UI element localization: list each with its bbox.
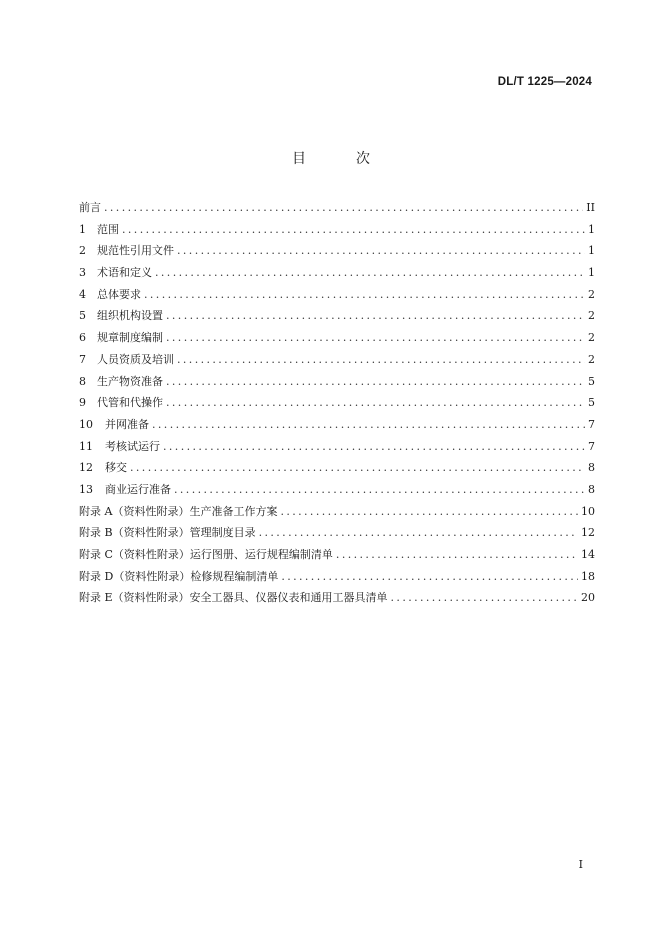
toc-entry-label: 考核试运行 [105,439,160,453]
toc-appendix-prefix: 附录 E（资料性附录） [79,591,190,605]
toc-entry-page: 8 [588,482,595,496]
toc-entry-number: 13 [79,482,93,496]
standard-code: DL/T 1225—2024 [497,76,592,88]
toc-appendix-prefix: 附录 C（资料性附录） [79,548,190,561]
toc-entry-number: 8 [79,374,86,388]
toc-entry-page: 5 [588,374,595,388]
toc-entry-number: 2 [79,244,86,258]
toc-leader-dots [166,309,585,322]
toc-entry-appendix-a[interactable] [79,503,595,525]
toc-entry-page: 1 [588,222,595,236]
toc-entry-label: 规章制度编制 [97,331,163,345]
toc-entry-page: 2 [588,352,595,366]
toc-entry-page: II [586,201,595,214]
toc-leader-dots [177,244,585,257]
toc-entry-4[interactable] [79,286,595,308]
toc-entry-label: 移交 [105,461,127,475]
toc-entry-label: 生产准备工作方案 [189,504,278,518]
toc-leader-dots [391,591,578,604]
toc-leader-dots [104,201,583,214]
toc-entry-label: 管理制度目录 [189,526,256,540]
toc-entry-number: 1 [79,222,86,236]
toc-entry-label: 运行图册、运行规程编制清单 [189,548,333,561]
toc-entry-page: 7 [588,417,595,431]
toc-appendix-prefix: 附录 D（资料性附录） [79,569,191,583]
toc-entry-number: 3 [79,266,86,280]
toc-entry-page: 10 [581,504,595,518]
toc-appendix-prefix: 附录 B（资料性附录） [79,526,190,540]
table-of-contents [79,199,595,611]
toc-leader-dots [177,353,585,366]
toc-entry-number: 11 [79,439,93,453]
toc-entry-label: 总体要求 [97,287,141,301]
toc-leader-dots [174,483,585,496]
toc-entry-page: 5 [588,396,595,410]
toc-entry-3[interactable] [79,264,595,286]
toc-leader-dots [280,505,578,518]
toc-entry-page: 20 [581,591,595,605]
toc-entry-label: 人员资质及培训 [97,352,174,366]
toc-entry-label: 商业运行准备 [105,482,171,496]
toc-entry-12[interactable] [79,459,595,481]
toc-entry-5[interactable] [79,307,595,329]
toc-entry-number: 5 [79,309,86,323]
toc-entry-6[interactable] [79,329,595,351]
toc-entry-appendix-b[interactable] [79,524,595,546]
toc-leader-dots [144,288,585,301]
toc-entry-8[interactable] [79,373,595,395]
toc-entry-number: 12 [79,461,93,475]
toc-entry-appendix-c[interactable] [79,546,595,568]
toc-leader-dots [122,223,585,236]
toc-leader-dots [166,396,585,409]
toc-entry-page: 2 [588,287,595,301]
toc-appendix-prefix: 附录 A（资料性附录） [79,504,190,518]
toc-entry-page: 8 [588,461,595,475]
toc-leader-dots [259,526,578,539]
toc-leader-dots [163,440,585,453]
toc-entry-number: 4 [79,287,86,301]
toc-leader-dots [336,548,578,561]
toc-entry-page: 12 [581,526,595,540]
toc-entry-number: 9 [79,396,86,410]
toc-leader-dots [281,570,578,583]
toc-entry-number: 10 [79,417,93,431]
toc-entry-number: 6 [79,331,86,345]
toc-entry-label: 并网准备 [105,417,149,431]
toc-leader-dots [130,461,585,474]
toc-entry-1[interactable] [79,221,595,243]
toc-entry-2[interactable] [79,242,595,264]
toc-entry-10[interactable] [79,416,595,438]
toc-entry-label: 生产物资准备 [97,374,163,388]
toc-title: 目 次 [292,151,388,167]
toc-entry-11[interactable] [79,438,595,460]
toc-entry-page: 2 [588,331,595,345]
toc-entry-label: 代管和代操作 [97,396,163,410]
toc-entry-label: 安全工器具、仪器仪表和通用工器具清单 [189,591,388,605]
toc-entry-label: 范围 [97,222,119,236]
toc-entry-page: 2 [588,309,595,323]
toc-entry-appendix-d[interactable] [79,568,595,590]
toc-entry-foreword[interactable] [79,199,595,221]
toc-entry-page: 1 [588,244,595,258]
toc-entry-13[interactable] [79,481,595,503]
toc-entry-9[interactable] [79,394,595,416]
toc-leader-dots [166,375,585,388]
toc-leader-dots [152,418,585,431]
toc-entry-label: 术语和定义 [97,266,152,280]
toc-entry-label: 前言 [79,201,101,214]
toc-entry-label: 检修规程编制清单 [190,569,279,583]
toc-entry-page: 7 [588,439,595,453]
toc-entry-label: 规范性引用文件 [97,244,174,258]
toc-entry-number: 7 [79,352,86,366]
toc-leader-dots [155,266,585,279]
toc-entry-page: 14 [581,548,595,561]
toc-leader-dots [166,331,585,344]
toc-entry-page: 18 [581,569,595,583]
toc-entry-7[interactable] [79,351,595,373]
toc-entry-label: 组织机构设置 [97,309,163,323]
toc-entry-page: 1 [588,266,595,280]
toc-entry-appendix-e[interactable] [79,589,595,611]
page-number: I [578,858,583,871]
